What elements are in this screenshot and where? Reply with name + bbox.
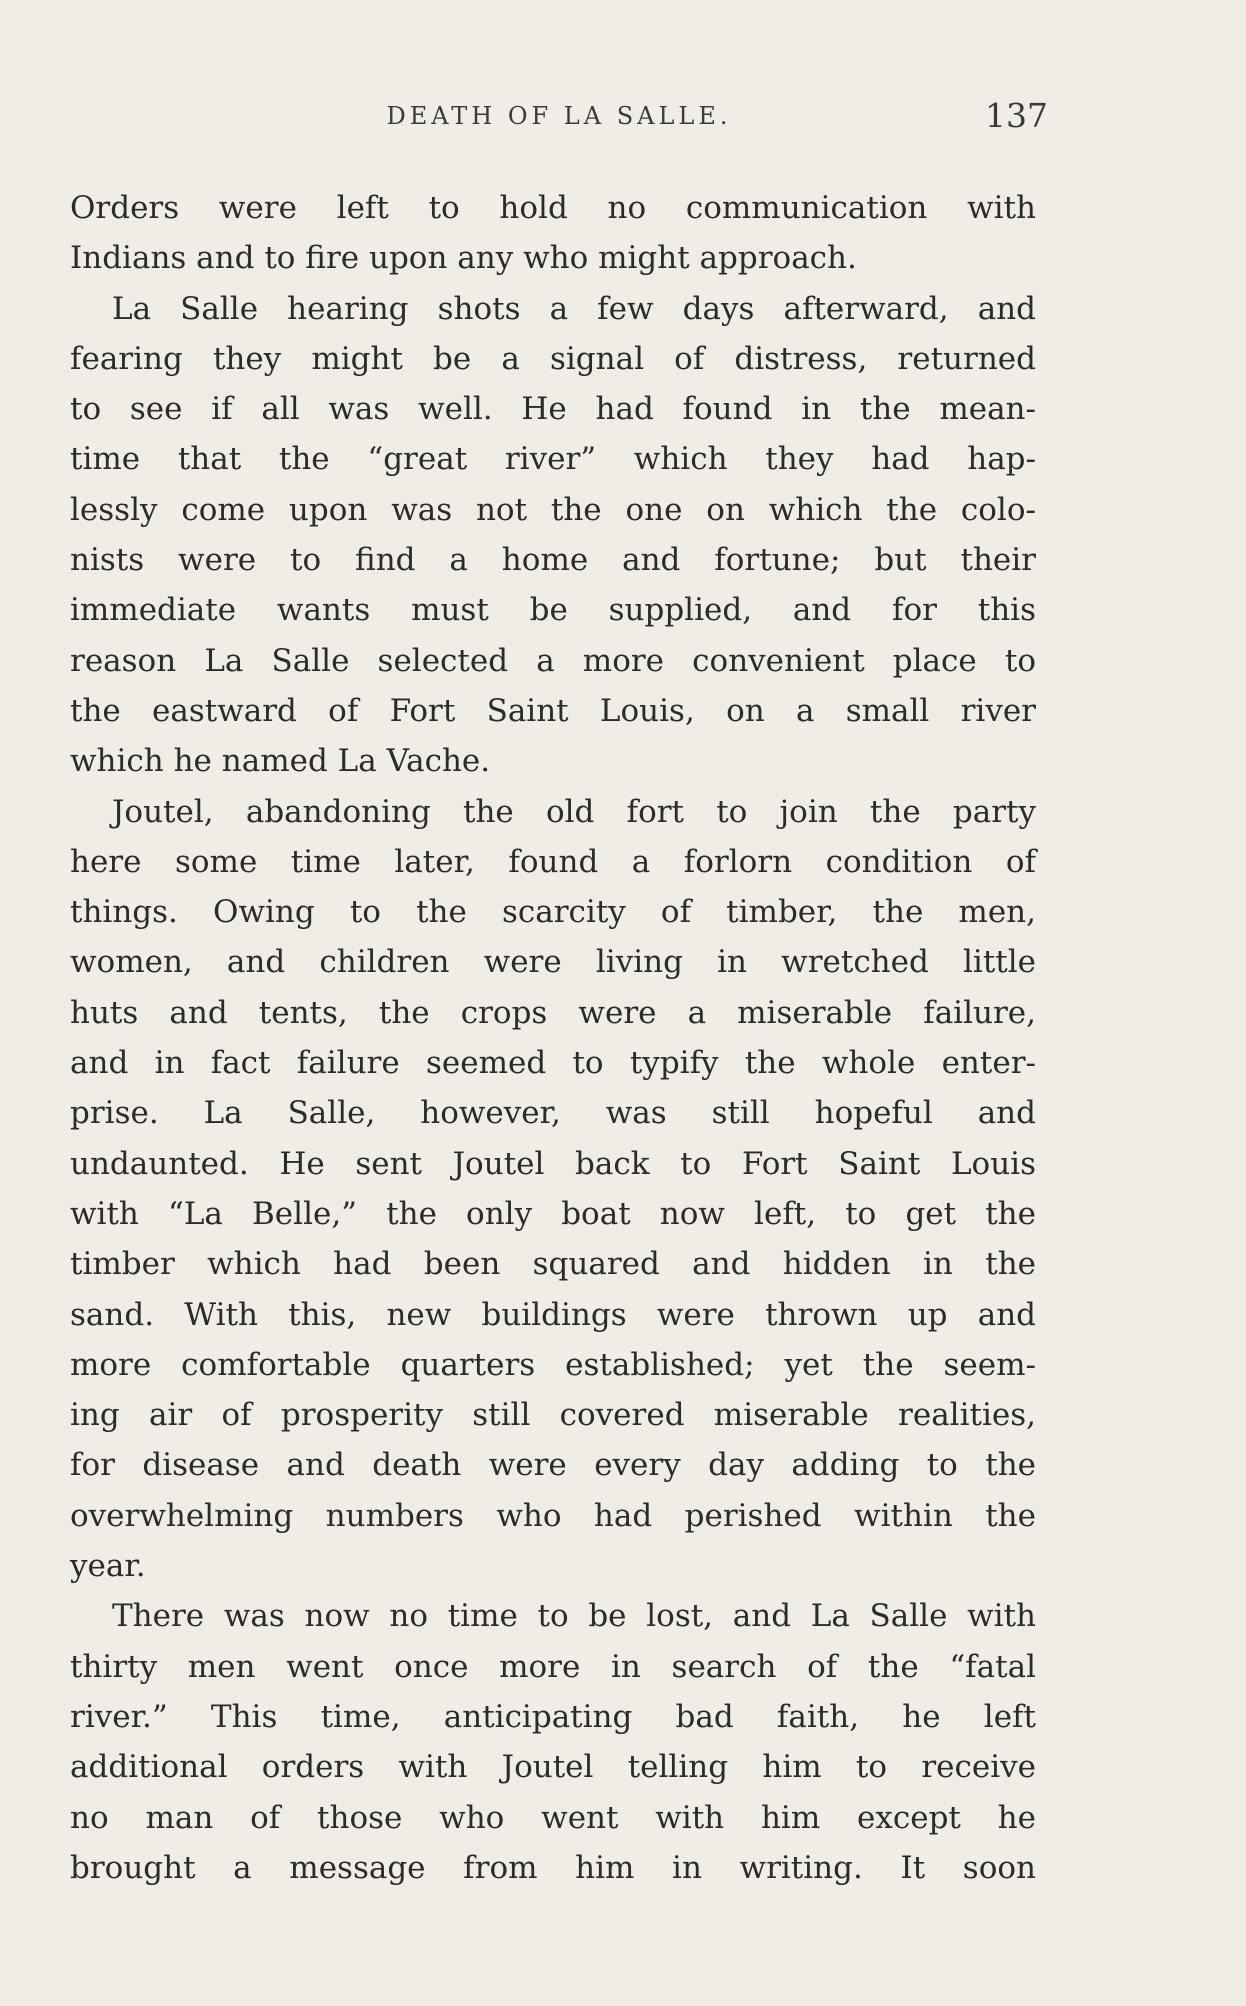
text-line: river.” This time, anticipating bad faith, he left	[70, 1698, 1036, 1735]
text-line: which he named La Vache.	[70, 743, 491, 780]
text-line: with “La Belle,” the only boat now left, to get the	[70, 1195, 1036, 1232]
text-line: reason La Salle selected a more convenient place to	[70, 642, 1036, 679]
running-title: DEATH OF LA SALLE.	[386, 102, 732, 130]
text-line: Joutel, abandoning the old fort to join the party	[112, 793, 1036, 830]
text-line: Orders were left to hold no communication with	[70, 190, 1036, 226]
text-line: There was now no time to be lost, and La Salle with	[112, 1598, 1036, 1635]
text-line: more comfortable quarters established; yet the seem-	[70, 1346, 1036, 1383]
text-line: overwhelming numbers who had perished within the	[70, 1497, 1036, 1534]
text-line: timber which had been squared and hidden in the	[70, 1246, 1036, 1283]
text-line: brought a message from him in writing. It soon	[70, 1849, 1036, 1886]
text-line: additional orders with Joutel telling him to receive	[70, 1749, 1036, 1786]
text-line: sand. With this, new buildings were thrown up and	[70, 1296, 1036, 1333]
text-line: immediate wants must be supplied, and for this	[70, 592, 1036, 629]
text-line: prise. La Salle, however, was still hopeful and	[70, 1095, 1036, 1132]
text-line: for disease and death were every day adding to the	[70, 1447, 1036, 1484]
text-line: to see if all was well. He had found in the mean-	[70, 391, 1036, 428]
text-line: undaunted. He sent Joutel back to Fort Saint Louis	[70, 1145, 1036, 1182]
text-line: no man of those who went with him except he	[70, 1799, 1036, 1836]
text-line: and in fact failure seemed to typify the whole enter-	[70, 1045, 1036, 1082]
text-line: women, and children were living in wretched little	[70, 944, 1036, 981]
text-line: ing air of prosperity still covered miserable realities,	[70, 1397, 1036, 1434]
text-line: fearing they might be a signal of distress, returned	[70, 340, 1036, 377]
text-line: year.	[70, 1548, 146, 1585]
running-head	[70, 96, 1048, 146]
text-line: huts and tents, the crops were a miserable failure,	[70, 994, 1036, 1031]
text-line: things. Owing to the scarcity of timber, the men,	[70, 894, 1036, 931]
text-line: La Salle hearing shots a few days afterward, and	[112, 290, 1036, 327]
text-line: thirty men went once more in search of the “fatal	[70, 1648, 1036, 1685]
text-line: here some time later, found a forlorn condition of	[70, 843, 1036, 880]
text-line: the eastward of Fort Saint Louis, on a small river	[70, 692, 1036, 729]
page-number: 137	[985, 96, 1048, 135]
text-line: nists were to find a home and fortune; but their	[70, 542, 1036, 579]
text-line: lessly come upon was not the one on which the colo-	[70, 491, 1036, 528]
text-line: time that the “great river” which they had hap-	[70, 441, 1036, 478]
body-text	[70, 183, 1036, 1893]
text-line: Indians and to fire upon any who might approach.	[70, 240, 857, 277]
